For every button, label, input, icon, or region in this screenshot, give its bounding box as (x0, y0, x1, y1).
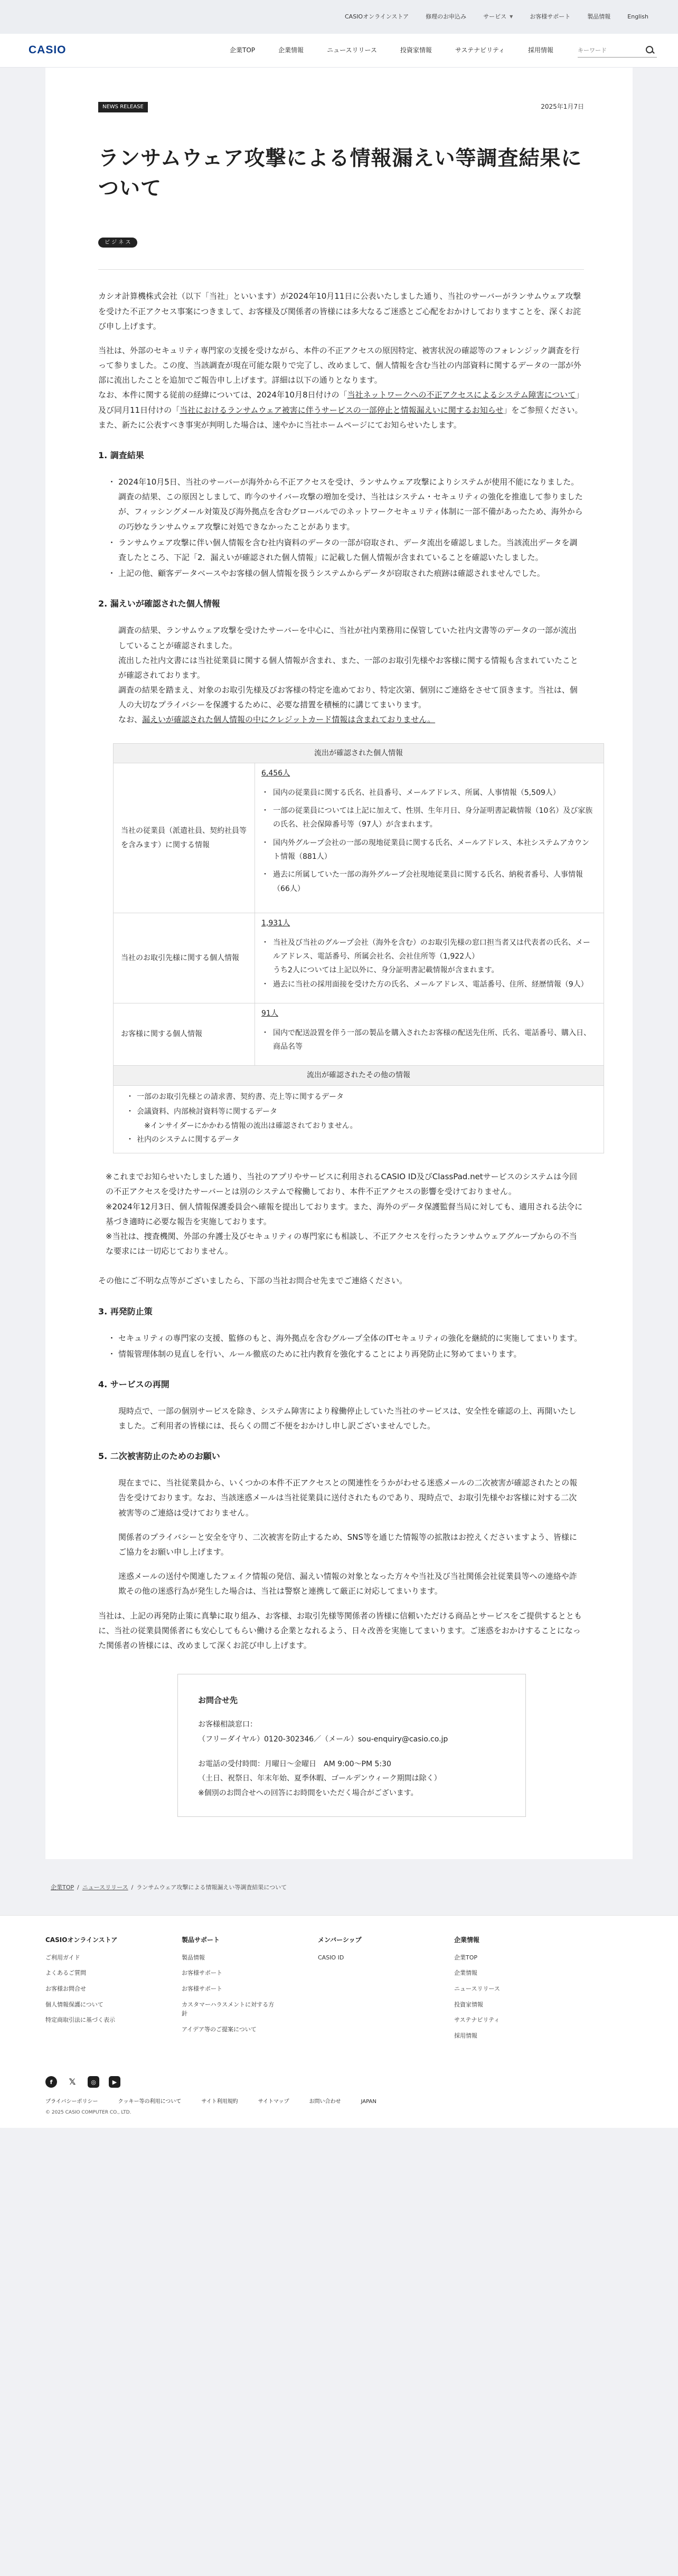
utility-bar (0, 0, 678, 34)
paragraph-background: なお、本件に関する従前の経緯については、2024年10月8日付けの「当社ネットワークへの不正アクセスによるシステム障害について」及び同月11日付けの「当社におけるランサムウェア被害に伴うサービスの一部停止と情報漏えいに関するお知らせ」をご参照ください。また、新たに公表すべき事実が判明した場合は、速やかに当社ホームページにてお知らせいたします。 (98, 390, 584, 430)
table-header: 流出が確認された個人情報 (114, 743, 604, 763)
nav-corporate-top[interactable]: 企業TOP (230, 46, 256, 54)
contact-hours: お電話の受付時間：月曜日〜金曜日 AM 9:00〜PM 5:30 (198, 1760, 391, 1768)
count-employees: 6,456人 (261, 769, 290, 778)
contact-line: ※個別のお問合せへの回答にお時間をいただく場合がございます。 (198, 1788, 418, 1797)
section-heading-service-resume: 4. サービスの再開 (98, 1379, 170, 1389)
facebook-icon[interactable]: f (45, 2076, 57, 2088)
row-content-other (114, 1085, 604, 1153)
search-box (578, 44, 657, 58)
contact-box (177, 1674, 526, 1817)
main-nav (166, 45, 565, 56)
leaked-info-table (113, 743, 604, 1154)
insider-note: ※インサイダーにかかわる情報の流出は確認されておりません。 (144, 1122, 357, 1131)
list-item: ・ 国内の従業員に関する氏名、社員番号、メールアドレス、所属、人事情報（5,509人） (261, 786, 596, 800)
link-ransomware-notice[interactable]: 当社におけるランサムウェア被害に伴うサービスの一部停止と情報漏えいに関するお知らせ (180, 405, 504, 415)
paragraph-credit-card: なお、漏えいが確認された個人情報の中にクレジットカード情報は含まれておりません。 (118, 715, 436, 725)
row-label-partners: 当社のお取引先様に関する個人情報 (114, 913, 255, 1003)
list-item: ・ ランサムウェア攻撃に伴い個人情報を含む社内資料のデータの一部が窃取され、データ流出を確認しました。当該流出データを調査したところ、下記「2．漏えいが確認された個人情報」に記載した個人情報が含まれていることを確認いたしました。 (108, 535, 584, 565)
site-footer (0, 1915, 678, 2128)
row-label-customers: お客様に関する個人情報 (114, 1003, 255, 1066)
instagram-icon[interactable]: ◎ (88, 2076, 99, 2088)
table-row (114, 763, 604, 913)
list-item: ・ 一部のお取引先様との請求書、契約書、売上等に関するデータ (126, 1090, 596, 1104)
util-english[interactable]: English (627, 13, 648, 21)
list-item: ・ 過去に所属していた一部の海外グループ会社現地従業員に関する氏名、納税者番号、人事情報（66人） (261, 868, 596, 896)
paragraph: 調査の結果を踏まえ、対象のお取引先様及びお客様の特定を進めており、特定次第、個別にご連絡をさせて頂きます。当社は、個人の大切なプライバシーを保護するために、必要な措置を積極的に講じてまいります。 (118, 685, 578, 710)
footer-link[interactable]: 企業TOP (454, 1954, 478, 1961)
copyright: © 2025 CASIO COMPUTER CO., LTD. (45, 2109, 131, 2115)
footer-link[interactable]: CASIO ID (318, 1954, 344, 1961)
category-tag[interactable]: ビ ジ ネ ス (98, 238, 137, 248)
footer-link-sitemap[interactable]: サイトマップ (258, 2099, 289, 2105)
count-partners: 1,931人 (261, 918, 290, 927)
list-item: ・ 国内外グループ会社の一部の現地従業員に関する氏名、メールアドレス、本社システムアカウント情報（881人） (261, 836, 596, 864)
row-label-employees: 当社の従業員（派遣社員、契約社員等を含みます）に関する情報 (114, 763, 255, 913)
list-item: ・ 過去に当社の採用面接を受けた方の氏名、メールアドレス、電話番号、住所、経歴情報（9人） (261, 978, 596, 991)
footer-link[interactable]: お客様お問合せ (45, 1985, 86, 1993)
note: ※当社は、捜査機関、外部の弁護士及びセキュリティの専門家にも相談し、不正アクセスを行ったランサムウェアグループからの不当な要求には一切応じておりません。 (106, 1231, 577, 1256)
util-products[interactable]: 製品情報 (587, 13, 611, 21)
row-content-customers (255, 1003, 604, 1066)
list-item: ・ 当社及び当社のグループ会社（海外を含む）のお取引先様の窓口担当者又は代表者の氏名、メールアドレス、電話番号、所属会社名、会社住所等（1,922人） (261, 936, 596, 964)
paragraph: 流出した社内文書には当社従業員に関する個人情報が含まれ、また、一部のお取引先様やお客様に関する情報も含まれていたことが確認されております。 (118, 655, 578, 680)
table-row (114, 1003, 604, 1066)
contact-line: （フリーダイヤル）0120-302346／（メール）sou-enquiry@casio.co.jp (198, 1735, 448, 1744)
footer-link[interactable]: ご利用ガイド (45, 1954, 80, 1961)
footer-column-membership (318, 1935, 454, 2047)
util-support[interactable]: お客様サポート (530, 13, 571, 21)
chevron-down-icon: ▼ (510, 14, 513, 19)
list-item: ・ 2024年10月5日、当社のサーバーが海外から不正アクセスを受け、ランサムウェア攻撃によりシステムが使用不能になりました。調査の結果、この原因としまして、昨今のサイバー攻撃の増加を受け、当社はシステム・セキュリティの強化を推進して参りましたが、フィッシングメール対策及び海外拠点を含むグローバルでのネットワークセキュリティ体制に一部不備があったため、海外からの巧妙なランサムウェア攻撃に対処できなかったことがあります。 (108, 475, 584, 534)
footer-link[interactable]: 特定商取引法に基づく表示 (45, 2016, 115, 2024)
footer-link[interactable]: よくあるご質問 (45, 1969, 86, 1977)
paragraph: 関係者のプライバシーと安全を守り、二次被害を防止するため、SNS等を通じた情報等の拡散はお控えくださいますよう、皆様にご協力をお願い申し上げます。 (118, 1532, 577, 1557)
section-heading-findings: 1. 調査結果 (98, 450, 144, 461)
list-item: ・ 情報管理体制の見直しを行い、ルール徹底のために社内教育を強化することにより再発防止に努めてまいります。 (108, 1347, 584, 1361)
util-online-store[interactable]: CASIOオンラインストア (345, 13, 409, 21)
footer-link[interactable]: 投資家情報 (454, 2001, 483, 2008)
footer-link[interactable]: お客様サポート (182, 1969, 222, 1977)
link-system-failure-notice[interactable]: 当社ネットワークへの不正アクセスによるシステム障害について (347, 390, 576, 400)
leaked-info-body (98, 623, 584, 727)
site-header (0, 34, 678, 68)
article (45, 68, 633, 1859)
social-links (45, 2076, 633, 2088)
breadcrumb-separator: / (131, 1883, 134, 1891)
nav-company-info[interactable]: 企業情報 (278, 46, 304, 54)
nav-investors[interactable]: 投資家情報 (400, 46, 432, 54)
release-date: 2025年1月7日 (541, 103, 584, 110)
contact-line: （土日、祝祭日、年末年始、夏季休暇、ゴールデンウィーク期間は除く） (198, 1774, 441, 1783)
casio-logo[interactable]: CASIO (29, 44, 67, 56)
search-input[interactable] (578, 47, 641, 54)
footer-heading: 企業情報 (454, 1936, 480, 1944)
paragraph: 迷惑メールの送付や関連したフェイク情報の発信、漏えい情報の対象となった方々や当社及び当社関係会社従業員等への連絡や詐欺その他の迷惑行為が発生した場合は、当社は警察と連携して厳正に対応してまいります。 (118, 1571, 577, 1596)
table-row (114, 1085, 604, 1153)
footer-link[interactable]: サステナビリティ (454, 2016, 500, 2024)
paragraph-investigation: 当社は、外部のセキュリティ専門家の支援を受けながら、本件の不正アクセスの原因特定、被害状況の確認等のフォレンジック調査を行って参りました。この度、当該調査が現在可能な限りで完了し、改めまして、個人情報を含む当社の内部資料に関するデータの一部が外部に流出したことを追加でご報告申し上げます。詳細は以下の通りとなります。 (98, 345, 581, 385)
findings-list (98, 475, 584, 581)
paragraph: 現時点で、一部の個別サービスを除き、システム障害により稼働停止していた当社のサービスは、安全性を確認の上、再開いたしました。ご利用者の皆様には、長らくの間ご不便をおかけし申し訳ございませんでした。 (118, 1406, 577, 1431)
table-row (114, 913, 604, 1003)
nav-news-release[interactable]: ニュースリリース (327, 46, 377, 54)
closing-paragraph: 当社は、上記の再発防止策に真摯に取り組み、お客様、お取引先様等関係者の皆様に信頼いただける商品とサービスをご提供するとともに、当社の従業員関係者にも安心してもらい働ける企業となれるよう、日々改善を実施してまいります。ご迷惑をおかけすることになった関係者の皆様には、改めまして深くお詫び申し上げます。 (98, 1611, 582, 1650)
contact-title: お問合せ先 (198, 1696, 238, 1706)
section-heading-prevention: 3. 再発防止策 (98, 1306, 153, 1317)
footer-column-corporate (454, 1935, 590, 2047)
footer-link[interactable]: お客様サポート (182, 1985, 222, 1993)
footer-link[interactable]: カスタマーハラスメントに対する方針 (182, 2001, 275, 2018)
link-credit-card-note[interactable]: 漏えいが確認された個人情報の中にクレジットカード情報は含まれておりません。 (142, 715, 436, 725)
count-customers: 91人 (261, 1009, 278, 1018)
x-icon[interactable]: 𝕏 (69, 2077, 76, 2087)
prevention-list (98, 1331, 584, 1361)
footer-link[interactable]: 個人情報保護について (45, 2001, 103, 2008)
footer-link-privacy[interactable]: プライバシーポリシー (45, 2099, 98, 2105)
row-content-employees (255, 763, 604, 913)
intro-paragraph: カシオ計算機株式会社（以下「当社」といいます）が2024年10月11日に公表いたしました通り、当社のサーバーがランサムウェア攻撃を受けた不正アクセス事案につきまして、お客様及び関係者の皆様には多大なるご迷惑とご心配をおかけしておりますことを、深くお詫び申し上げます。 (98, 291, 581, 331)
footer-heading: CASIOオンラインストア (45, 1936, 118, 1944)
paragraph: 現在までに、当社従業員から、いくつかの本件不正アクセスとの関連性をうかがわせる迷惑メールの二次被害が確認されたとの報告を受けております。なお、当該迷惑メールは当社従業員に送付されたものであり、現時点で、お取引先様やお客様に対する二次被害等のご連絡は受けておりません。 (118, 1478, 578, 1518)
list-item: ・ セキュリティの専門家の支援、監修のもと、海外拠点を含むグループ全体のITセキュリティの強化を継続的に実施してまいります。 (108, 1331, 584, 1346)
footer-link-terms[interactable]: サイト利用規約 (201, 2099, 238, 2105)
nav-careers[interactable]: 採用情報 (528, 46, 553, 54)
breadcrumb (45, 1859, 633, 1915)
footer-link-region[interactable]: JAPAN (361, 2099, 376, 2105)
util-service[interactable]: サービス ▼ (483, 13, 513, 21)
partners-sub-note: うち2人については上記以外に、身分証明書記載情報が含まれます。 (273, 966, 499, 975)
footer-column-online-store (45, 1935, 182, 2047)
breadcrumb-current: ランサムウェア攻撃による情報漏えい等調査結果について (136, 1883, 287, 1891)
footer-link-contact[interactable]: お問い合わせ (309, 2099, 341, 2105)
list-item: ・ 会議資料、内部検討資料等に関するデータ (126, 1105, 596, 1119)
footer-column-support (182, 1935, 318, 2047)
page-title: ランサムウェア攻撃による情報漏えい等調査結果について (98, 147, 582, 201)
table-header-other: 流出が確認されたその他の情報 (114, 1066, 604, 1086)
breadcrumb-corporate-top[interactable]: 企業TOP (51, 1883, 74, 1891)
breadcrumb-separator: / (77, 1883, 79, 1891)
divider (98, 269, 584, 270)
footer-link[interactable]: 採用情報 (454, 2032, 477, 2039)
footer-heading: 製品サポート (182, 1936, 220, 1944)
search-icon[interactable] (645, 45, 655, 55)
paragraph: 調査の結果、ランサムウェア攻撃を受けたサーバーを中心に、当社が社内業務用に保管していた社内文書等のデータの一部が流出していることが確認されました。 (118, 626, 577, 650)
list-item: ・ 社内のシステムに関するデータ (126, 1133, 596, 1147)
footer-link[interactable]: アイデア等のご提案について (182, 2025, 257, 2033)
contact-line: お客様相談窓口： (198, 1720, 257, 1729)
util-repair[interactable]: 修理のお申込み (426, 13, 467, 21)
youtube-icon[interactable]: ▶ (109, 2076, 120, 2088)
breadcrumb-news-release[interactable]: ニュースリリース (82, 1883, 128, 1891)
nav-sustainability[interactable]: サステナビリティ (455, 46, 505, 54)
footer-link[interactable]: 企業情報 (454, 1969, 477, 1977)
footer-link[interactable]: ニュースリリース (454, 1985, 500, 1993)
note: ※これまでお知らせいたしました通り、当社のアプリやサービスに利用されるCASIO ID及びClassPad.netサービスのシステムは今回の不正アクセスを受けたサーバーとは別のシステムで稼働しており、本件不正アクセスの影響を受けておりません。 (106, 1172, 578, 1197)
list-item: ・ 国内で配送設置を伴う一部の製品を購入されたお客様の配送先住所、氏名、電話番号、購入日、商品名等 (261, 1026, 596, 1054)
note: ※2024年12月3日、個人情報保護委員会へ確報を提出しております。また、海外のデータ保護監督当局に対しても、適用される法令に基づき適時に必要な報告を実施しております。 (106, 1201, 583, 1226)
notes (106, 1169, 584, 1258)
footer-link-cookies[interactable]: クッキー等の利用について (118, 2099, 182, 2105)
list-item: ・ 上記の他、顧客データベースやお客様の個人情報を扱うシステムからデータが窃取された痕跡は確認されませんでした。 (108, 566, 584, 581)
section-heading-secondary-damage: 5. 二次被害防止のためのお願い (98, 1451, 220, 1462)
section-heading-leaked-info: 2. 漏えいが確認された個人情報 (98, 599, 220, 609)
footer-bottom-links (45, 2097, 633, 2107)
footer-link[interactable]: 製品情報 (182, 1954, 205, 1961)
footer-heading: メンバーシップ (318, 1936, 362, 1944)
news-release-label: NEWS RELEASE (98, 102, 148, 112)
row-content-partners (255, 913, 604, 1003)
list-item: ・ 一部の従業員については上記に加えて、性別、生年月日、身分証明書記載情報（10名）及び家族の氏名、社会保障番号等（97人）が含まれます。 (261, 804, 596, 832)
contact-lead: その他にご不明な点等がございましたら、下部の当社お問合せ先までご連絡ください。 (98, 1276, 408, 1286)
